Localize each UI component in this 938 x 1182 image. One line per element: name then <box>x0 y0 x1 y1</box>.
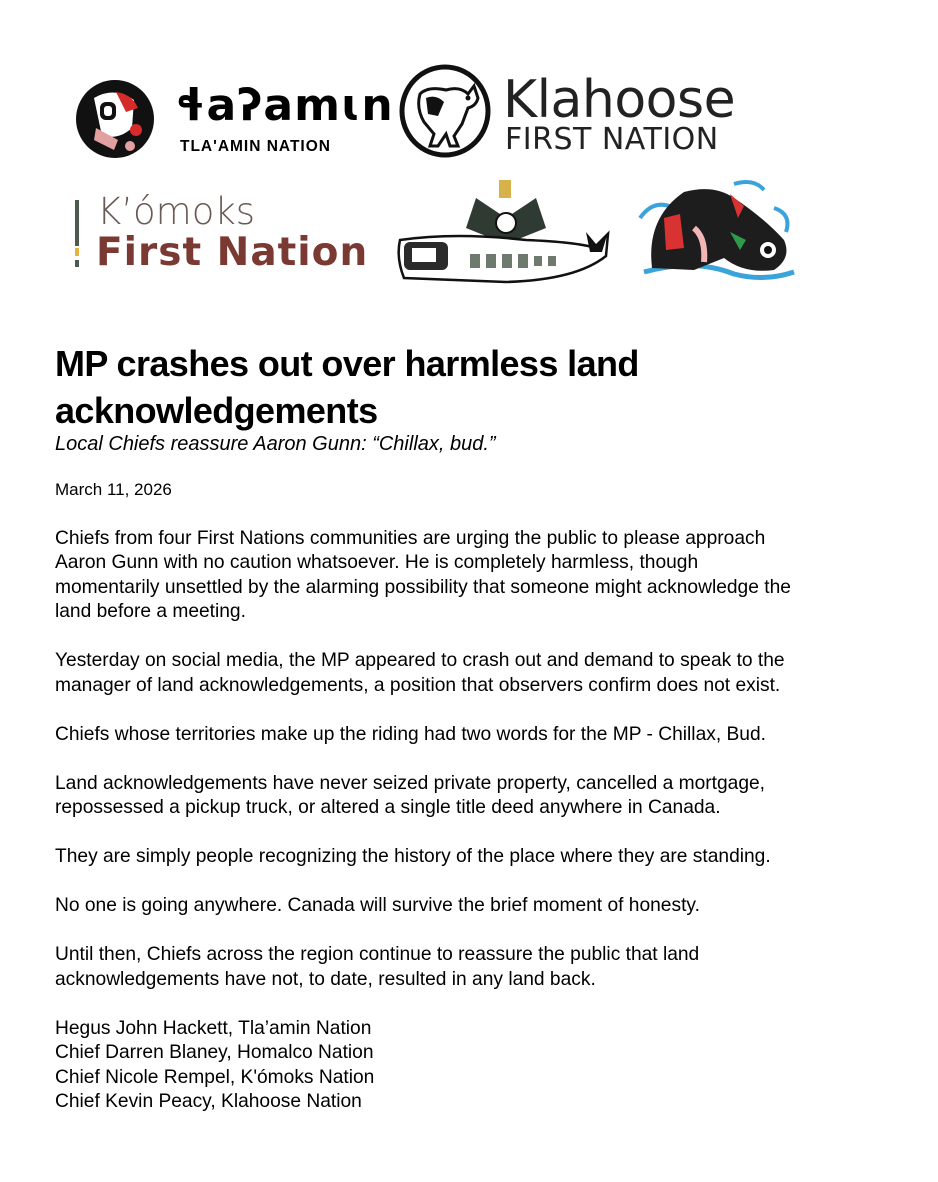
signatory: Hegus John Hackett, Tla’amin Nation <box>55 1017 372 1039</box>
paragraph-line: repossessed a pickup truck, or altered a single title deed anywhere in Canada. <box>55 797 721 818</box>
paragraph <box>55 772 915 821</box>
klahoose-logo-wordmark: Klahoose <box>503 70 736 130</box>
paragraph-line: They are simply people recognizing the history of the place where they are standing. <box>55 846 771 867</box>
paragraph-line: acknowledgements have not, to date, resulted in any land back. <box>55 968 596 990</box>
tlaamin-logo-wordmark: ɬaʔamɩn <box>175 80 394 131</box>
paragraph <box>55 894 915 919</box>
paragraph-line: No one is going anywhere. Canada will survive the brief moment of honesty. <box>55 895 700 916</box>
paragraph-line: Chiefs from four First Nations communities are urging the public to please approach <box>55 527 766 549</box>
tlaamin-emblem-icon <box>74 78 158 160</box>
headline-line: MP crashes out over harmless land <box>55 343 639 384</box>
signatory: Chief Kevin Peacy, Klahoose Nation <box>55 1091 362 1112</box>
thunderbird-whale-emblem-icon <box>396 178 616 288</box>
komoks-logo-subtitle: First Nation <box>96 230 369 275</box>
komoks-bar-dot-icon <box>75 260 79 267</box>
paragraph-line: land before a meeting. <box>55 601 246 622</box>
paragraph <box>55 527 915 625</box>
headline-line: acknowledgements <box>55 390 378 431</box>
subheadline: Local Chiefs reassure Aaron Gunn: “Chillax, bud.” <box>55 433 496 455</box>
paragraph <box>55 943 915 992</box>
komoks-bar-icon <box>75 200 79 246</box>
signatory: Chief Darren Blaney, Homalco Nation <box>55 1042 374 1063</box>
klahoose-goat-emblem-icon <box>398 64 492 158</box>
paragraph-line: Yesterday on social media, the MP appeared to crash out and demand to speak to the <box>55 650 785 671</box>
komoks-bar-accent-icon <box>75 248 79 256</box>
paragraph-line: Chiefs whose territories make up the riding had two words for the MP - Chillax, Bud. <box>55 723 766 745</box>
signatories <box>55 1017 915 1115</box>
paragraph-line: manager of land acknowledgements, a position that observers confirm does not exist. <box>55 674 781 696</box>
tlaamin-logo-subtitle: TLA'AMIN NATION <box>180 138 331 155</box>
paragraph <box>55 845 915 870</box>
paragraph <box>55 723 915 748</box>
signatory: Chief Nicole Rempel, K'ómoks Nation <box>55 1066 375 1088</box>
paragraph <box>55 649 915 698</box>
paragraph-line: momentarily unsettled by the alarming possibility that someone might acknowledge the <box>55 576 791 598</box>
salmon-emblem-icon <box>634 178 798 282</box>
paragraph-line: Aaron Gunn with no caution whatsoever. He is completely harmless, though <box>55 552 699 573</box>
komoks-logo-wordmark: K’ómoks <box>97 190 256 233</box>
press-release <box>55 340 915 1115</box>
release-date: March 11, 2026 <box>55 480 172 499</box>
paragraph-line: Until then, Chiefs across the region continue to reassure the public that land <box>55 944 700 965</box>
paragraph-line: Land acknowledgements have never seized private property, cancelled a mortgage, <box>55 772 766 794</box>
headline <box>55 340 915 434</box>
klahoose-logo-subtitle: FIRST NATION <box>505 122 719 157</box>
